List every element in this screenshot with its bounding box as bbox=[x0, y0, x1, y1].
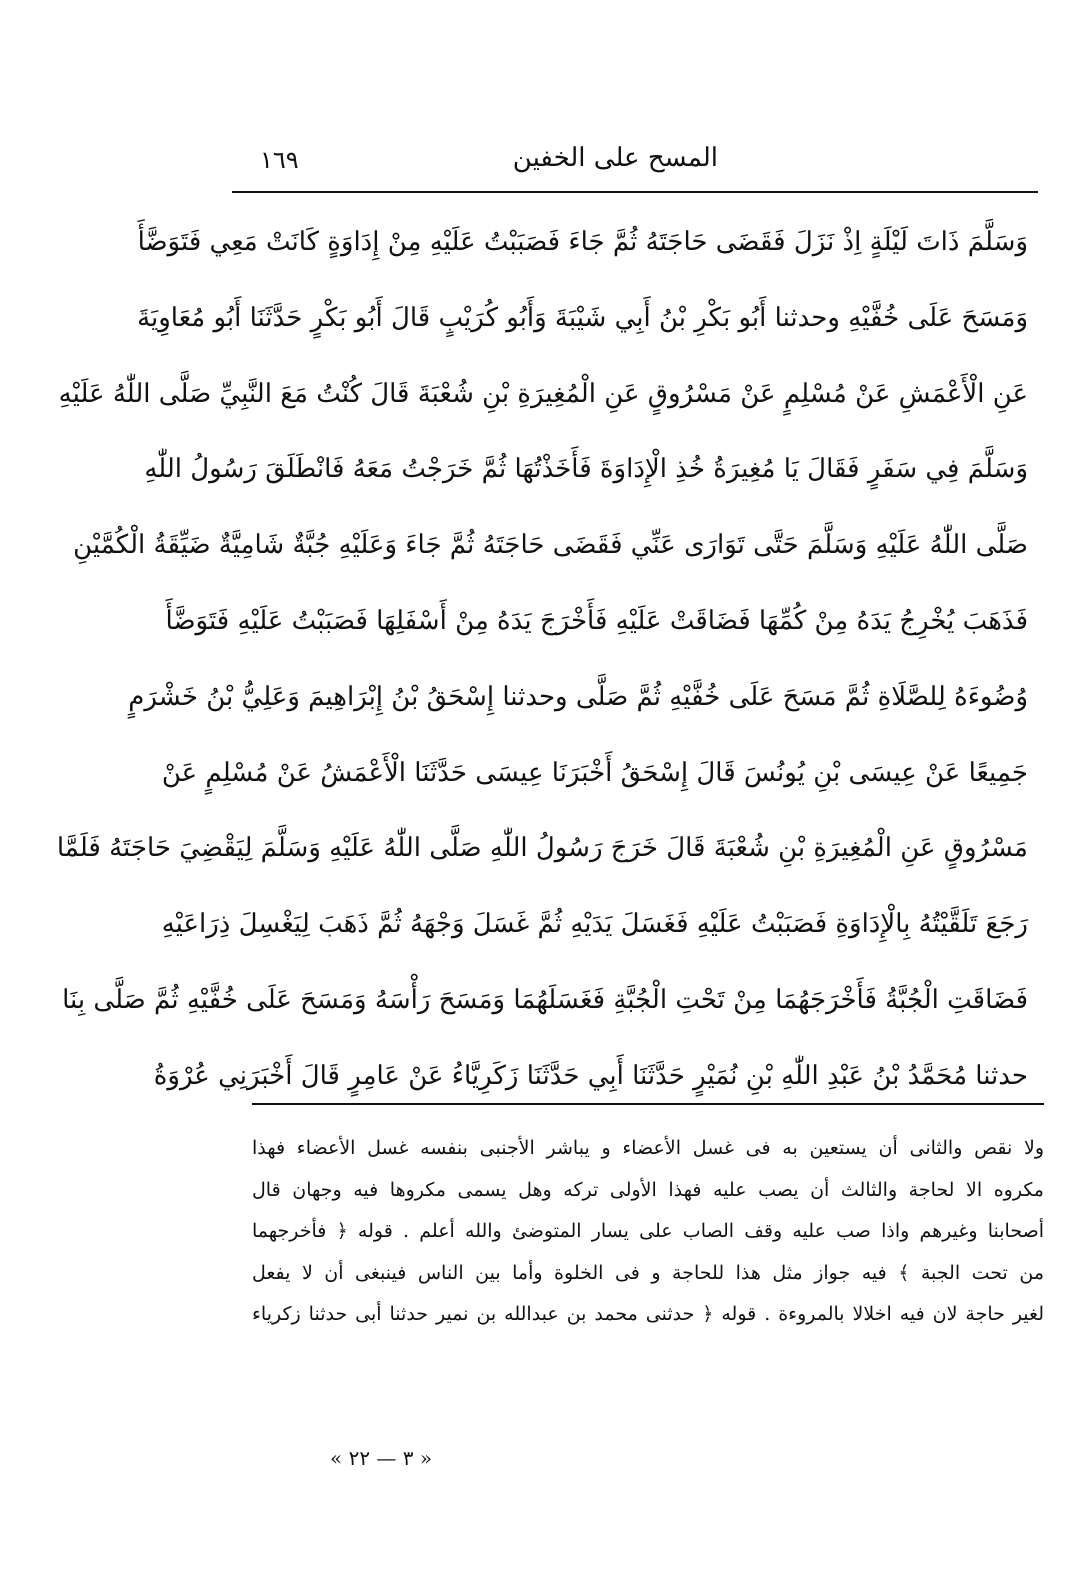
hadith-text-block bbox=[56, 205, 1028, 1115]
commentary-line: أصحابنا وغيرهم واذا صب عليه وقف الصاب على يسار المتوضئ والله أعلم . قوله ﴿ فأخرجهما bbox=[252, 1220, 1044, 1243]
hadith-line: وَسَلَّمَ فِي سَفَرٍ فَقَالَ يَا مُغِيرَةُ خُذِ الْإِدَاوَةَ فَأَخَذْتُهَا ثُمَّ خَرَجْتُ مَعَهُ فَانْطَلَقَ رَسُولُ اللّٰهِ bbox=[144, 454, 1028, 485]
commentary-line: مكروه الا لحاجة والثالث أن يصب عليه فهذا الأولى تركه وهل يسمى مكروها فيه وجهان قال bbox=[252, 1178, 1044, 1201]
hadith-line: حدثنا مُحَمَّدُ بْنُ عَبْدِ اللّٰهِ بْنِ نُمَيْرٍ حَدَّثَنَا أَبِي حَدَّثَنَا زَكَرِيَّاءُ عَنْ عَامِرٍ قَالَ أَخْبَرَنِي عُرْوَةُ bbox=[153, 1060, 1028, 1091]
hadith-line: فَضَاقَتِ الْجُبَّةُ فَأَخْرَجَهُمَا مِنْ تَحْتِ الْجُبَّةِ فَغَسَلَهُمَا وَمَسَحَ رَأْسَهُ وَمَسَحَ عَلَى خُفَّيْهِ ثُمَّ صَلَّى بِنَا bbox=[62, 984, 1028, 1015]
printer-signature-mark: « ٣ — ٢٢ » bbox=[330, 1446, 433, 1470]
footnote-divider bbox=[252, 1103, 1044, 1105]
page-header bbox=[232, 138, 1038, 188]
hadith-line: عَنِ الْأَعْمَشِ عَنْ مُسْلِمٍ عَنْ مَسْرُوقٍ عَنِ الْمُغِيرَةِ بْنِ شُعْبَةَ قَالَ كُنْتُ مَعَ النَّبِيِّ صَلَّى اللّٰهُ عَلَيْهِ bbox=[58, 378, 1028, 409]
page-number: ١٦٩ bbox=[260, 146, 299, 174]
hadith-line: فَذَهَبَ يُخْرِجُ يَدَهُ مِنْ كُمِّهَا فَضَاقَتْ عَلَيْهِ فَأَخْرَجَ يَدَهُ مِنْ أَسْفَلِهَا فَصَبَبْتُ عَلَيْهِ فَتَوَضَّأَ bbox=[165, 605, 1028, 636]
hadith-line: وُضُوءَهُ لِلصَّلَاةِ ثُمَّ مَسَحَ عَلَى خُفَّيْهِ ثُمَّ صَلَّى وحدثنا إِسْحَقُ بْنُ إِبْرَاهِيمَ وَعَلِيُّ بْنُ خَشْرَمٍ bbox=[128, 681, 1028, 712]
commentary-block bbox=[252, 1128, 1044, 1336]
hadith-line: وَمَسَحَ عَلَى خُفَّيْهِ وحدثنا أَبُو بَكْرِ بْنُ أَبِي شَيْبَةَ وَأَبُو كُرَيْبٍ قَالَ أَبُو بَكْرٍ حَدَّثَنَا أَبُو مُعَاوِيَةَ bbox=[137, 302, 1028, 333]
commentary-line: لغير حاجة لان فيه اخلالا بالمروءة . قوله ﴿ حدثنى محمد بن عبدالله بن نمير حدثنا أبى حدثنا زكرياء bbox=[252, 1303, 1044, 1326]
commentary-line: ولا نقص والثانى أن يستعين به فى غسل الأعضاء و يباشر الأجنبى بنفسه غسل الأعضاء فهذا bbox=[252, 1137, 1044, 1159]
chapter-title: المسح على الخفين bbox=[512, 143, 718, 173]
hadith-line: رَجَعَ تَلَقَّيْتُهُ بِالْإِدَاوَةِ فَصَبَبْتُ عَلَيْهِ فَغَسَلَ يَدَيْهِ ثُمَّ غَسَلَ وَجْهَهُ ثُمَّ ذَهَبَ لِيَغْسِلَ ذِرَاعَيْهِ bbox=[161, 909, 1028, 940]
header-divider bbox=[232, 191, 1038, 193]
commentary-line: من تحت الجبة ﴾ فيه جواز مثل هذا للحاجة و فى الخلوة وأما بين الناس فينبغى أن لا يفعل bbox=[252, 1261, 1044, 1284]
hadith-line: جَمِيعًا عَنْ عِيسَى بْنِ يُونُسَ قَالَ إِسْحَقُ أَخْبَرَنَا عِيسَى حَدَّثَنَا الْأَعْمَشُ عَنْ مُسْلِمٍ عَنْ bbox=[161, 757, 1028, 788]
hadith-line: مَسْرُوقٍ عَنِ الْمُغِيرَةِ بْنِ شُعْبَةَ قَالَ خَرَجَ رَسُولُ اللّٰهِ صَلَّى اللّٰهُ عَلَيْهِ وَسَلَّمَ لِيَقْضِيَ حَاجَتَهُ فَلَمَّا bbox=[56, 833, 1028, 864]
hadith-line: صَلَّى اللّٰهُ عَلَيْهِ وَسَلَّمَ حَتَّى تَوَارَى عَنِّي فَقَضَى حَاجَتَهُ ثُمَّ جَاءَ وَعَلَيْهِ جُبَّةٌ شَامِيَّةٌ ضَيِّقَةُ الْكُمَّيْنِ bbox=[73, 530, 1028, 561]
hadith-line: وَسَلَّمَ ذَاتَ لَيْلَةٍ اِذْ نَزَلَ فَقَضَى حَاجَتَهُ ثُمَّ جَاءَ فَصَبَبْتُ عَلَيْهِ مِنْ إِدَاوَةٍ كَانَتْ مَعِي فَتَوَضَّأَ bbox=[137, 227, 1028, 257]
